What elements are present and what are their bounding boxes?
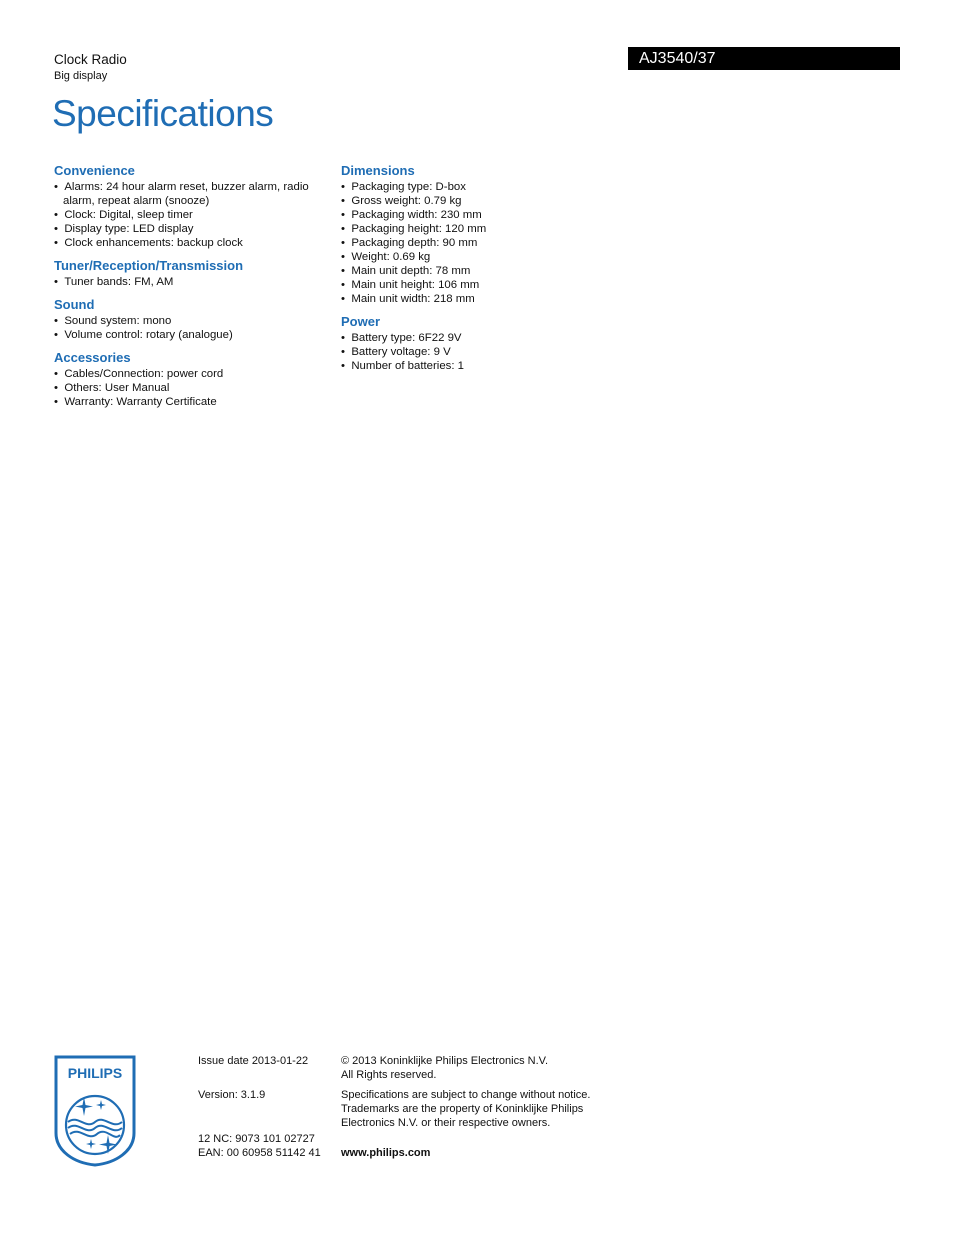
model-number-bar: AJ3540/37 xyxy=(628,47,900,70)
spec-item: • Packaging height: 120 mm xyxy=(341,222,621,236)
spec-item: • Weight: 0.69 kg xyxy=(341,250,621,264)
spec-item: • Main unit height: 106 mm xyxy=(341,278,621,292)
spec-section-heading: Sound xyxy=(54,297,95,312)
spec-item: • Clock: Digital, sleep timer xyxy=(54,208,334,222)
spec-item: • Number of batteries: 1 xyxy=(341,359,621,373)
spec-section-heading: Accessories xyxy=(54,350,131,365)
copyright: © 2013 Koninklijke Philips Electronics N.V. All Rights reserved. xyxy=(341,1055,549,1081)
spec-item: • Battery voltage: 9 V xyxy=(341,345,621,359)
spec-item: • Main unit depth: 78 mm xyxy=(341,264,621,278)
specs-column-right xyxy=(341,162,621,380)
nc-code: 12 NC: 9073 101 02727 xyxy=(198,1133,315,1145)
spec-list xyxy=(341,331,621,373)
footer-meta xyxy=(198,1054,338,1166)
logo-wordmark: PHILIPS xyxy=(67,1065,123,1081)
ean-code: EAN: 00 60958 51142 41 xyxy=(198,1147,321,1159)
spec-list xyxy=(341,180,621,306)
website-link[interactable]: www.philips.com xyxy=(341,1147,431,1159)
spec-item: • Main unit width: 218 mm xyxy=(341,292,621,306)
spec-section xyxy=(54,296,334,342)
product-name: Clock Radio xyxy=(54,52,127,67)
spec-section xyxy=(54,349,334,409)
spec-item: • Battery type: 6F22 9V xyxy=(341,331,621,345)
spec-item: • Alarms: 24 hour alarm reset, buzzer alarm, radio alarm, repeat alarm (snooze) xyxy=(54,180,334,208)
page-title: Specifications xyxy=(52,93,274,134)
spec-item: • Cables/Connection: power cord xyxy=(54,367,334,381)
spec-section-heading: Convenience xyxy=(54,163,135,178)
spec-item: • Warranty: Warranty Certificate xyxy=(54,395,334,409)
spec-item: • Gross weight: 0.79 kg xyxy=(341,194,621,208)
spec-section xyxy=(54,257,334,289)
spec-item: • Display type: LED display xyxy=(54,222,334,236)
spec-section-heading: Dimensions xyxy=(341,163,415,178)
product-tagline: Big display xyxy=(54,70,108,82)
spec-item: • Packaging depth: 90 mm xyxy=(341,236,621,250)
spec-item: • Volume control: rotary (analogue) xyxy=(54,328,334,342)
spec-item: • Packaging width: 230 mm xyxy=(341,208,621,222)
spec-section xyxy=(341,313,621,373)
spec-section-heading: Tuner/Reception/Transmission xyxy=(54,258,244,273)
spec-item: • Clock enhancements: backup clock xyxy=(54,236,334,250)
version: Version: 3.1.9 xyxy=(198,1089,266,1101)
spec-section-heading: Power xyxy=(341,314,381,329)
spec-item: • Sound system: mono xyxy=(54,314,334,328)
spec-list xyxy=(54,275,334,289)
footer-legal xyxy=(341,1054,601,1166)
spec-list xyxy=(54,180,334,250)
specs-column-left xyxy=(54,162,334,416)
spec-item: • Others: User Manual xyxy=(54,381,334,395)
legal-notice: Specifications are subject to change without notice. Trademarks are the property of Koninklijke Philips Electronics N.V. or their respective owners. xyxy=(341,1089,591,1129)
spec-list xyxy=(54,367,334,409)
spec-list xyxy=(54,314,334,342)
spec-section xyxy=(54,162,334,250)
spec-item: • Packaging type: D-box xyxy=(341,180,621,194)
issue-date: Issue date 2013-01-22 xyxy=(198,1055,309,1067)
spec-item: • Tuner bands: FM, AM xyxy=(54,275,334,289)
spec-section xyxy=(341,162,621,306)
philips-shield-logo xyxy=(54,1055,136,1167)
